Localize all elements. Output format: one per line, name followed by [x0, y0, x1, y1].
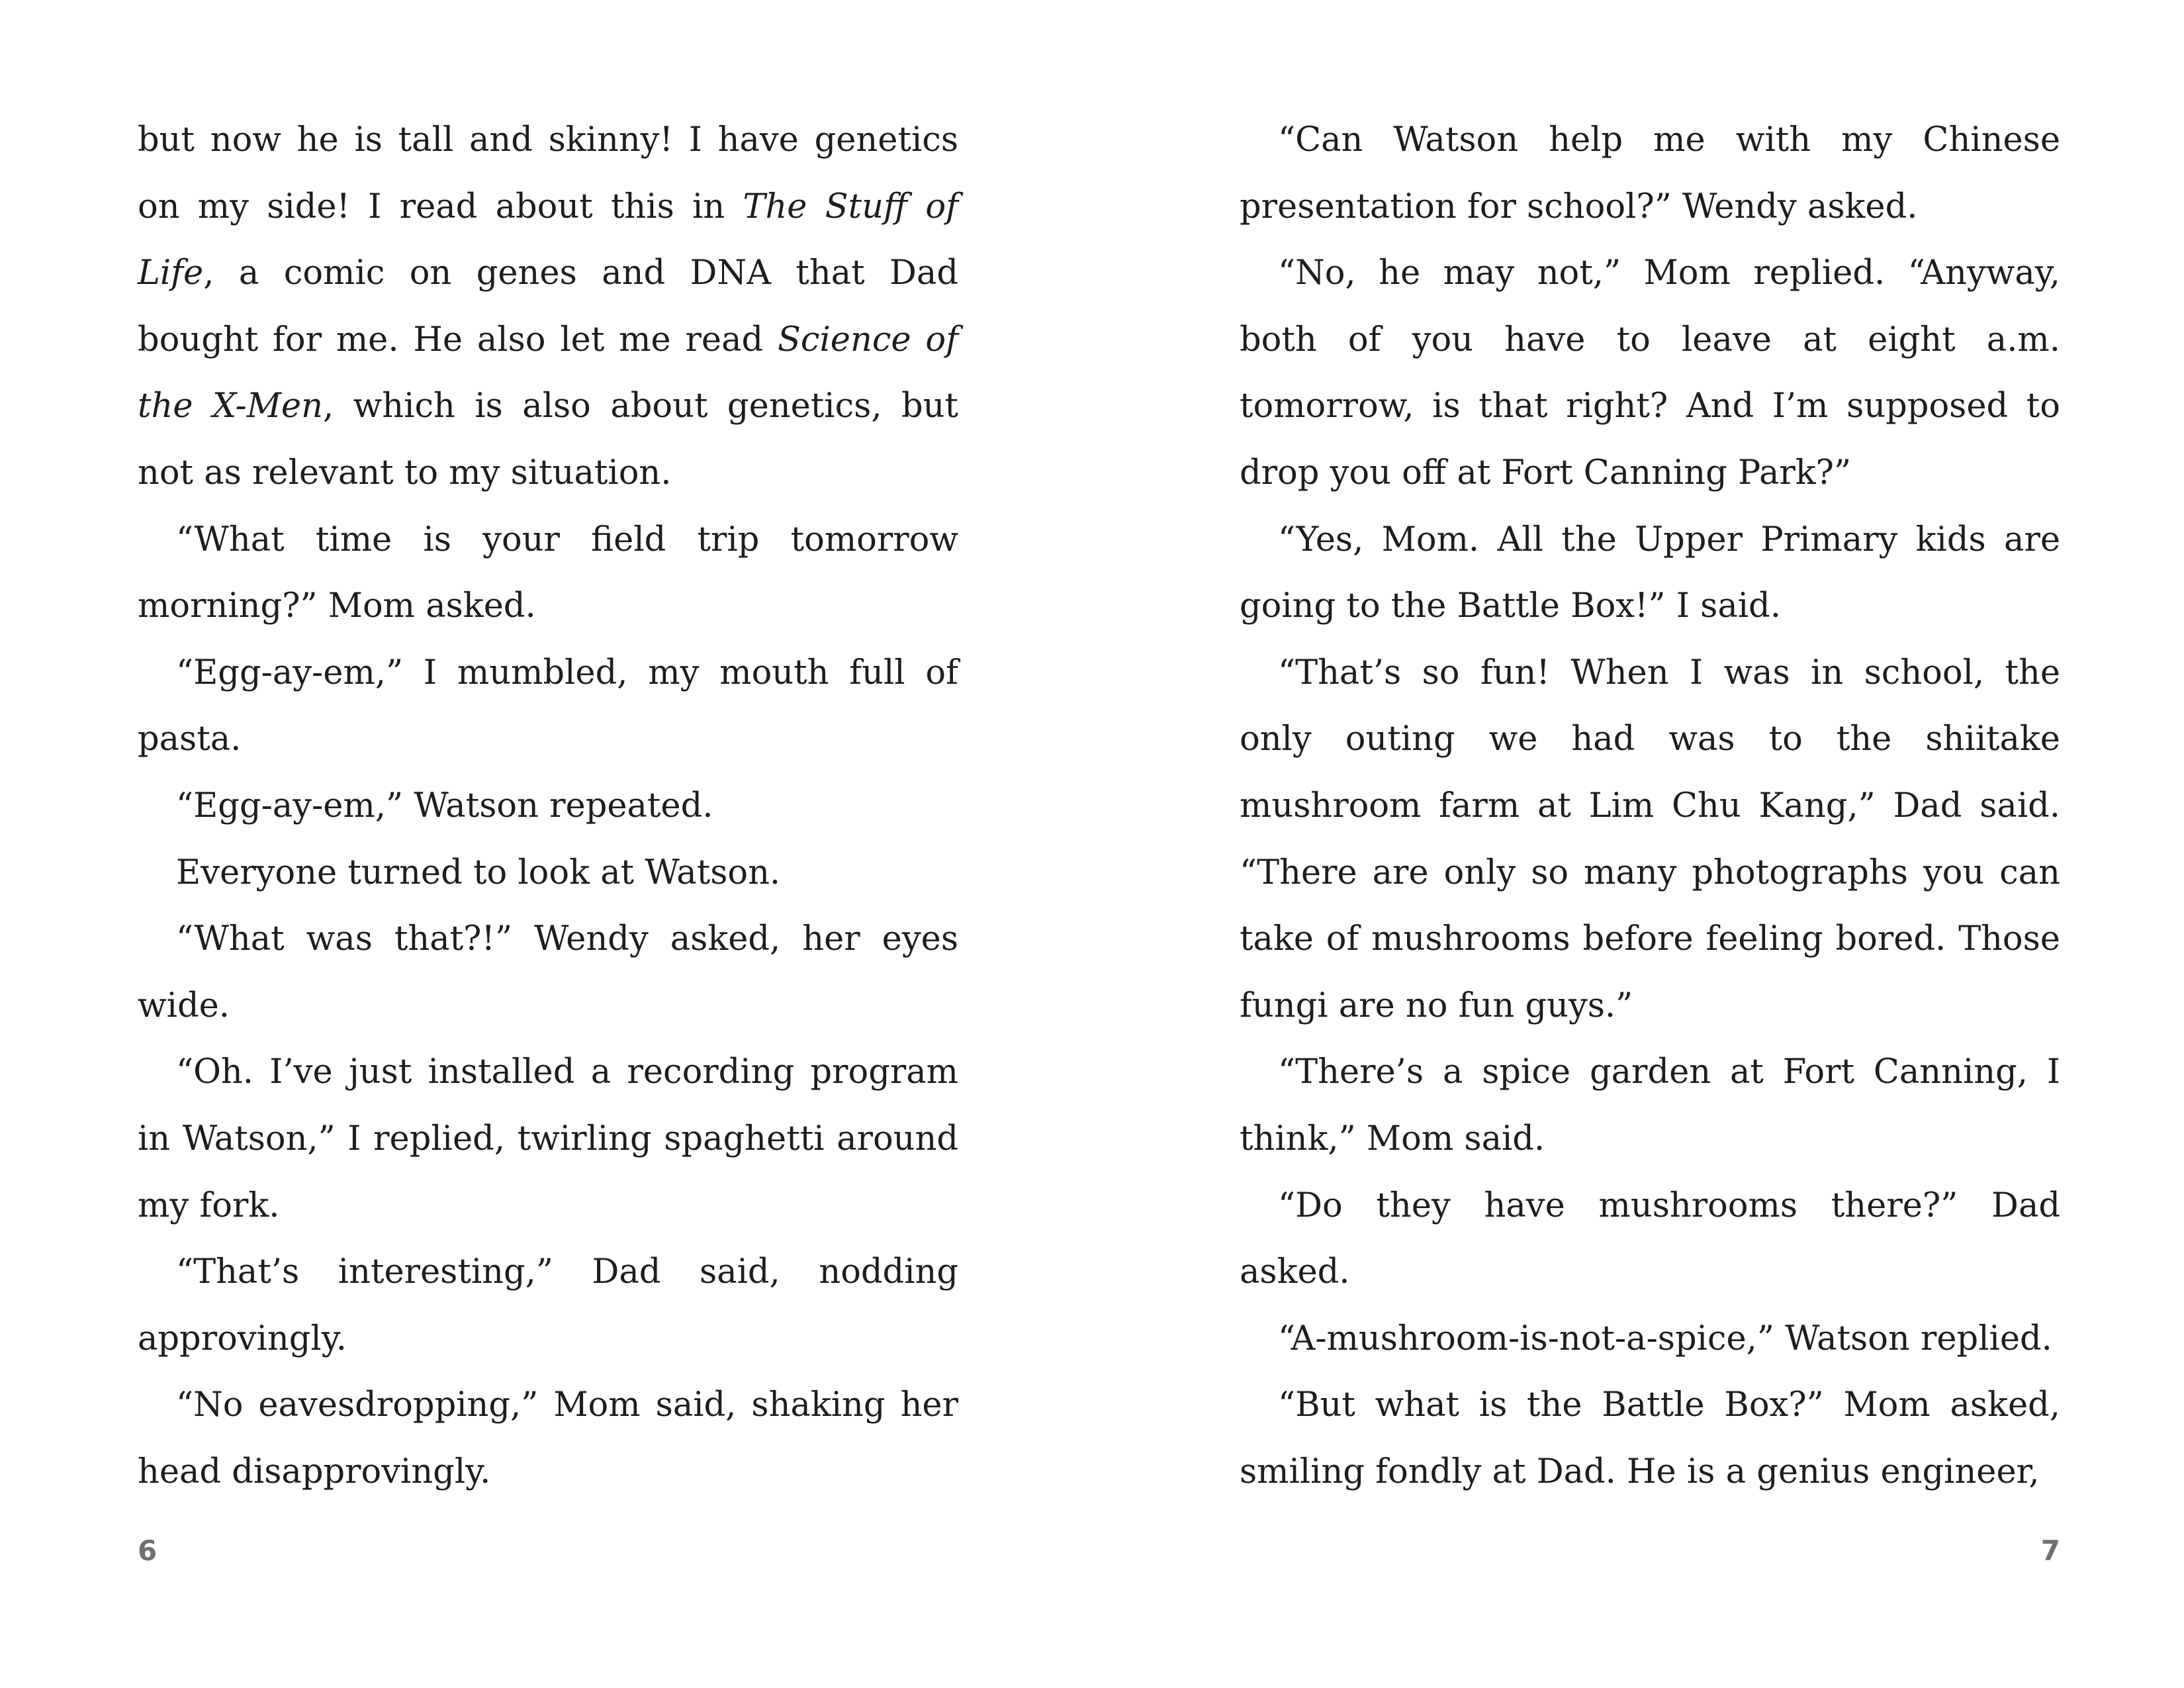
book-title: The Stuff of Life — [138, 187, 958, 293]
paragraph: “There’s a spice garden at Fort Canning, I think,” Mom said. — [1240, 1053, 2060, 1158]
paragraph: “What was that?!” Wendy asked, her eyes wide. — [138, 919, 958, 1025]
page-number: 6 — [138, 1534, 158, 1567]
paragraph: “Can Watson help me with my Chinese presentation for school?” Wendy asked. — [1240, 120, 2060, 226]
book-title: Science of the X-Men — [138, 320, 958, 426]
paragraph: “A-mushroom-is-not-a-spice,” Watson replied. — [1278, 1319, 2052, 1358]
paragraph: “Egg-ay-em,” Watson repeated. — [176, 786, 713, 825]
right-page-text — [1240, 107, 2060, 1505]
paragraph: “No, he may not,” Mom replied. “Anyway, both of you have to leave at eight a.m. tomorrow, is that right? And I’m supposed to drop you off at Fort Canning Park?” — [1240, 254, 2060, 492]
left-page — [138, 0, 958, 1688]
paragraph: “Oh. I’ve just installed a recording program in Watson,” I replied, twirling spaghetti around my fork. — [138, 1053, 958, 1225]
paragraph: “Egg-ay-em,” I mumbled, my mouth full of pasta. — [138, 653, 958, 759]
paragraph: but now he is tall and skinny! I have genetics on my side! I read about this in The Stuff of Life, a comic on genes and DNA that Dad bought for me. He also let me read Science of the X-Men, which is also about genetics, but not as relevant to my situation. — [138, 120, 958, 492]
page-number: 7 — [2040, 1534, 2060, 1567]
paragraph: “No eavesdropping,” Mom said, shaking her head disapprovingly. — [138, 1385, 958, 1491]
paragraph: “But what is the Battle Box?” Mom asked, smiling fondly at Dad. He is a genius engineer, — [1240, 1385, 2060, 1491]
paragraph: “What time is your field trip tomorrow morning?” Mom asked. — [138, 520, 958, 626]
paragraph: Everyone turned to look at Watson. — [176, 853, 781, 892]
paragraph: “That’s so fun! When I was in school, the only outing we had was to the shiitake mushroom farm at Lim Chu Kang,” Dad said. “There are only so many photographs you can take of mushrooms before feeling bored. Those fungi are no fun guys.” — [1240, 653, 2060, 1025]
paragraph: “That’s interesting,” Dad said, nodding approvingly. — [138, 1252, 958, 1358]
paragraph: “Do they have mushrooms there?” Dad asked. — [1240, 1186, 2060, 1292]
right-page — [1240, 0, 2060, 1688]
left-page-text — [138, 107, 958, 1505]
paragraph: “Yes, Mom. All the Upper Primary kids are going to the Battle Box!” I said. — [1240, 520, 2060, 626]
